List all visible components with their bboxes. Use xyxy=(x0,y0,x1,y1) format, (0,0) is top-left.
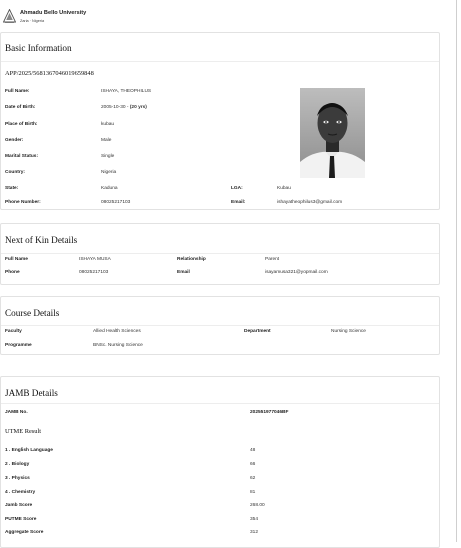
country-label: Country: xyxy=(5,170,25,175)
faculty-label: Faculty xyxy=(5,329,22,334)
university-logo xyxy=(3,9,16,23)
section-title: Course Details xyxy=(5,308,60,318)
dob-date: 2005-10-30 xyxy=(101,105,126,110)
place-of-birth-value: kubau xyxy=(101,122,115,127)
divider xyxy=(1,403,439,404)
result-score: 268.00 xyxy=(250,503,265,508)
state-label: State: xyxy=(5,186,19,191)
result-subject: PUTME Score xyxy=(5,517,37,522)
dob-label: Date of Birth: xyxy=(5,105,36,110)
country-value: Nigeria xyxy=(101,170,117,175)
university-name: Ahmadu Bello University xyxy=(20,10,87,16)
jamb-number-value: 202551977046BF xyxy=(250,410,289,415)
result-score: 354 xyxy=(250,517,259,522)
result-subject: 2 . Biology xyxy=(5,462,30,467)
jamb-number-label: JAMB No. xyxy=(5,410,28,415)
result-subject: Aggregate Score xyxy=(5,530,44,535)
phone-number-value: 08025217103 xyxy=(101,200,131,205)
application-number: APP/2025/5681367046019659848 xyxy=(5,70,94,77)
kin-phone-value: 08025217103 xyxy=(79,270,109,275)
full-name-value: ISHAYA, THEOPHILUS xyxy=(101,89,152,94)
lga-value: Kubau xyxy=(277,186,291,191)
department-value: Nursing Science xyxy=(331,329,366,334)
result-subject: 3 . Physics xyxy=(5,476,30,481)
kin-relationship-label: Relationship xyxy=(177,257,206,262)
kin-relationship-value: Parent xyxy=(265,257,280,262)
kin-full-name-value: ISHAYA MUSA xyxy=(79,257,111,262)
jamb-details-section xyxy=(0,376,440,548)
faculty-value: Allied Health Sciences xyxy=(93,329,141,334)
passport-photo xyxy=(300,88,365,178)
result-subject: Jamb Score xyxy=(5,503,33,508)
page-edge xyxy=(456,0,457,542)
result-score: 66 xyxy=(250,462,256,467)
lga-label: LGA: xyxy=(231,186,243,191)
dob-value: 2005-10-30 - (20 yrs) xyxy=(101,105,147,110)
section-title: JAMB Details xyxy=(5,388,58,398)
kin-phone-label: Phone xyxy=(5,270,20,275)
utme-result-title: UTME Result xyxy=(5,428,42,435)
gender-label: Gender: xyxy=(5,138,24,143)
photo-graphic xyxy=(300,88,365,178)
place-of-birth-label: Place of Birth: xyxy=(5,122,38,127)
state-value: Kaduna xyxy=(101,186,118,191)
result-score: 48 xyxy=(250,448,256,453)
department-label: Department xyxy=(244,329,271,334)
email-label: Email: xyxy=(231,200,246,205)
divider xyxy=(1,61,439,62)
next-of-kin-section xyxy=(0,223,440,285)
marital-status-value: Single xyxy=(101,154,115,159)
programme-value: BNSc. Nursing Science xyxy=(93,343,143,348)
phone-number-label: Phone Number: xyxy=(5,200,41,205)
programme-label: Programme xyxy=(5,343,32,348)
result-subject: 4 . Chemistry xyxy=(5,490,36,495)
result-score: 81 xyxy=(250,490,256,495)
kin-email-value: isayamusa321@yopmail.com xyxy=(265,270,328,275)
age: (20 yrs) xyxy=(129,105,147,110)
basic-information-section xyxy=(0,32,440,210)
section-title: Next of Kin Details xyxy=(5,235,78,245)
divider xyxy=(1,253,439,254)
university-location: Zaria · Nigeria xyxy=(20,19,45,23)
result-score: 312 xyxy=(250,530,259,535)
marital-status-label: Marital Status: xyxy=(5,154,39,159)
kin-full-name-label: Full Name xyxy=(5,257,28,262)
divider xyxy=(1,325,439,326)
full-name-label: Full Name: xyxy=(5,89,30,94)
result-score: 62 xyxy=(250,476,256,481)
result-subject: 1 . English Language xyxy=(5,448,53,453)
email-value: ishayatheophilus3@gmail.com xyxy=(277,200,343,205)
gender-value: Male xyxy=(101,138,112,143)
section-title: Basic Information xyxy=(5,43,72,53)
kin-email-label: Email xyxy=(177,270,190,275)
course-details-section xyxy=(0,296,440,355)
